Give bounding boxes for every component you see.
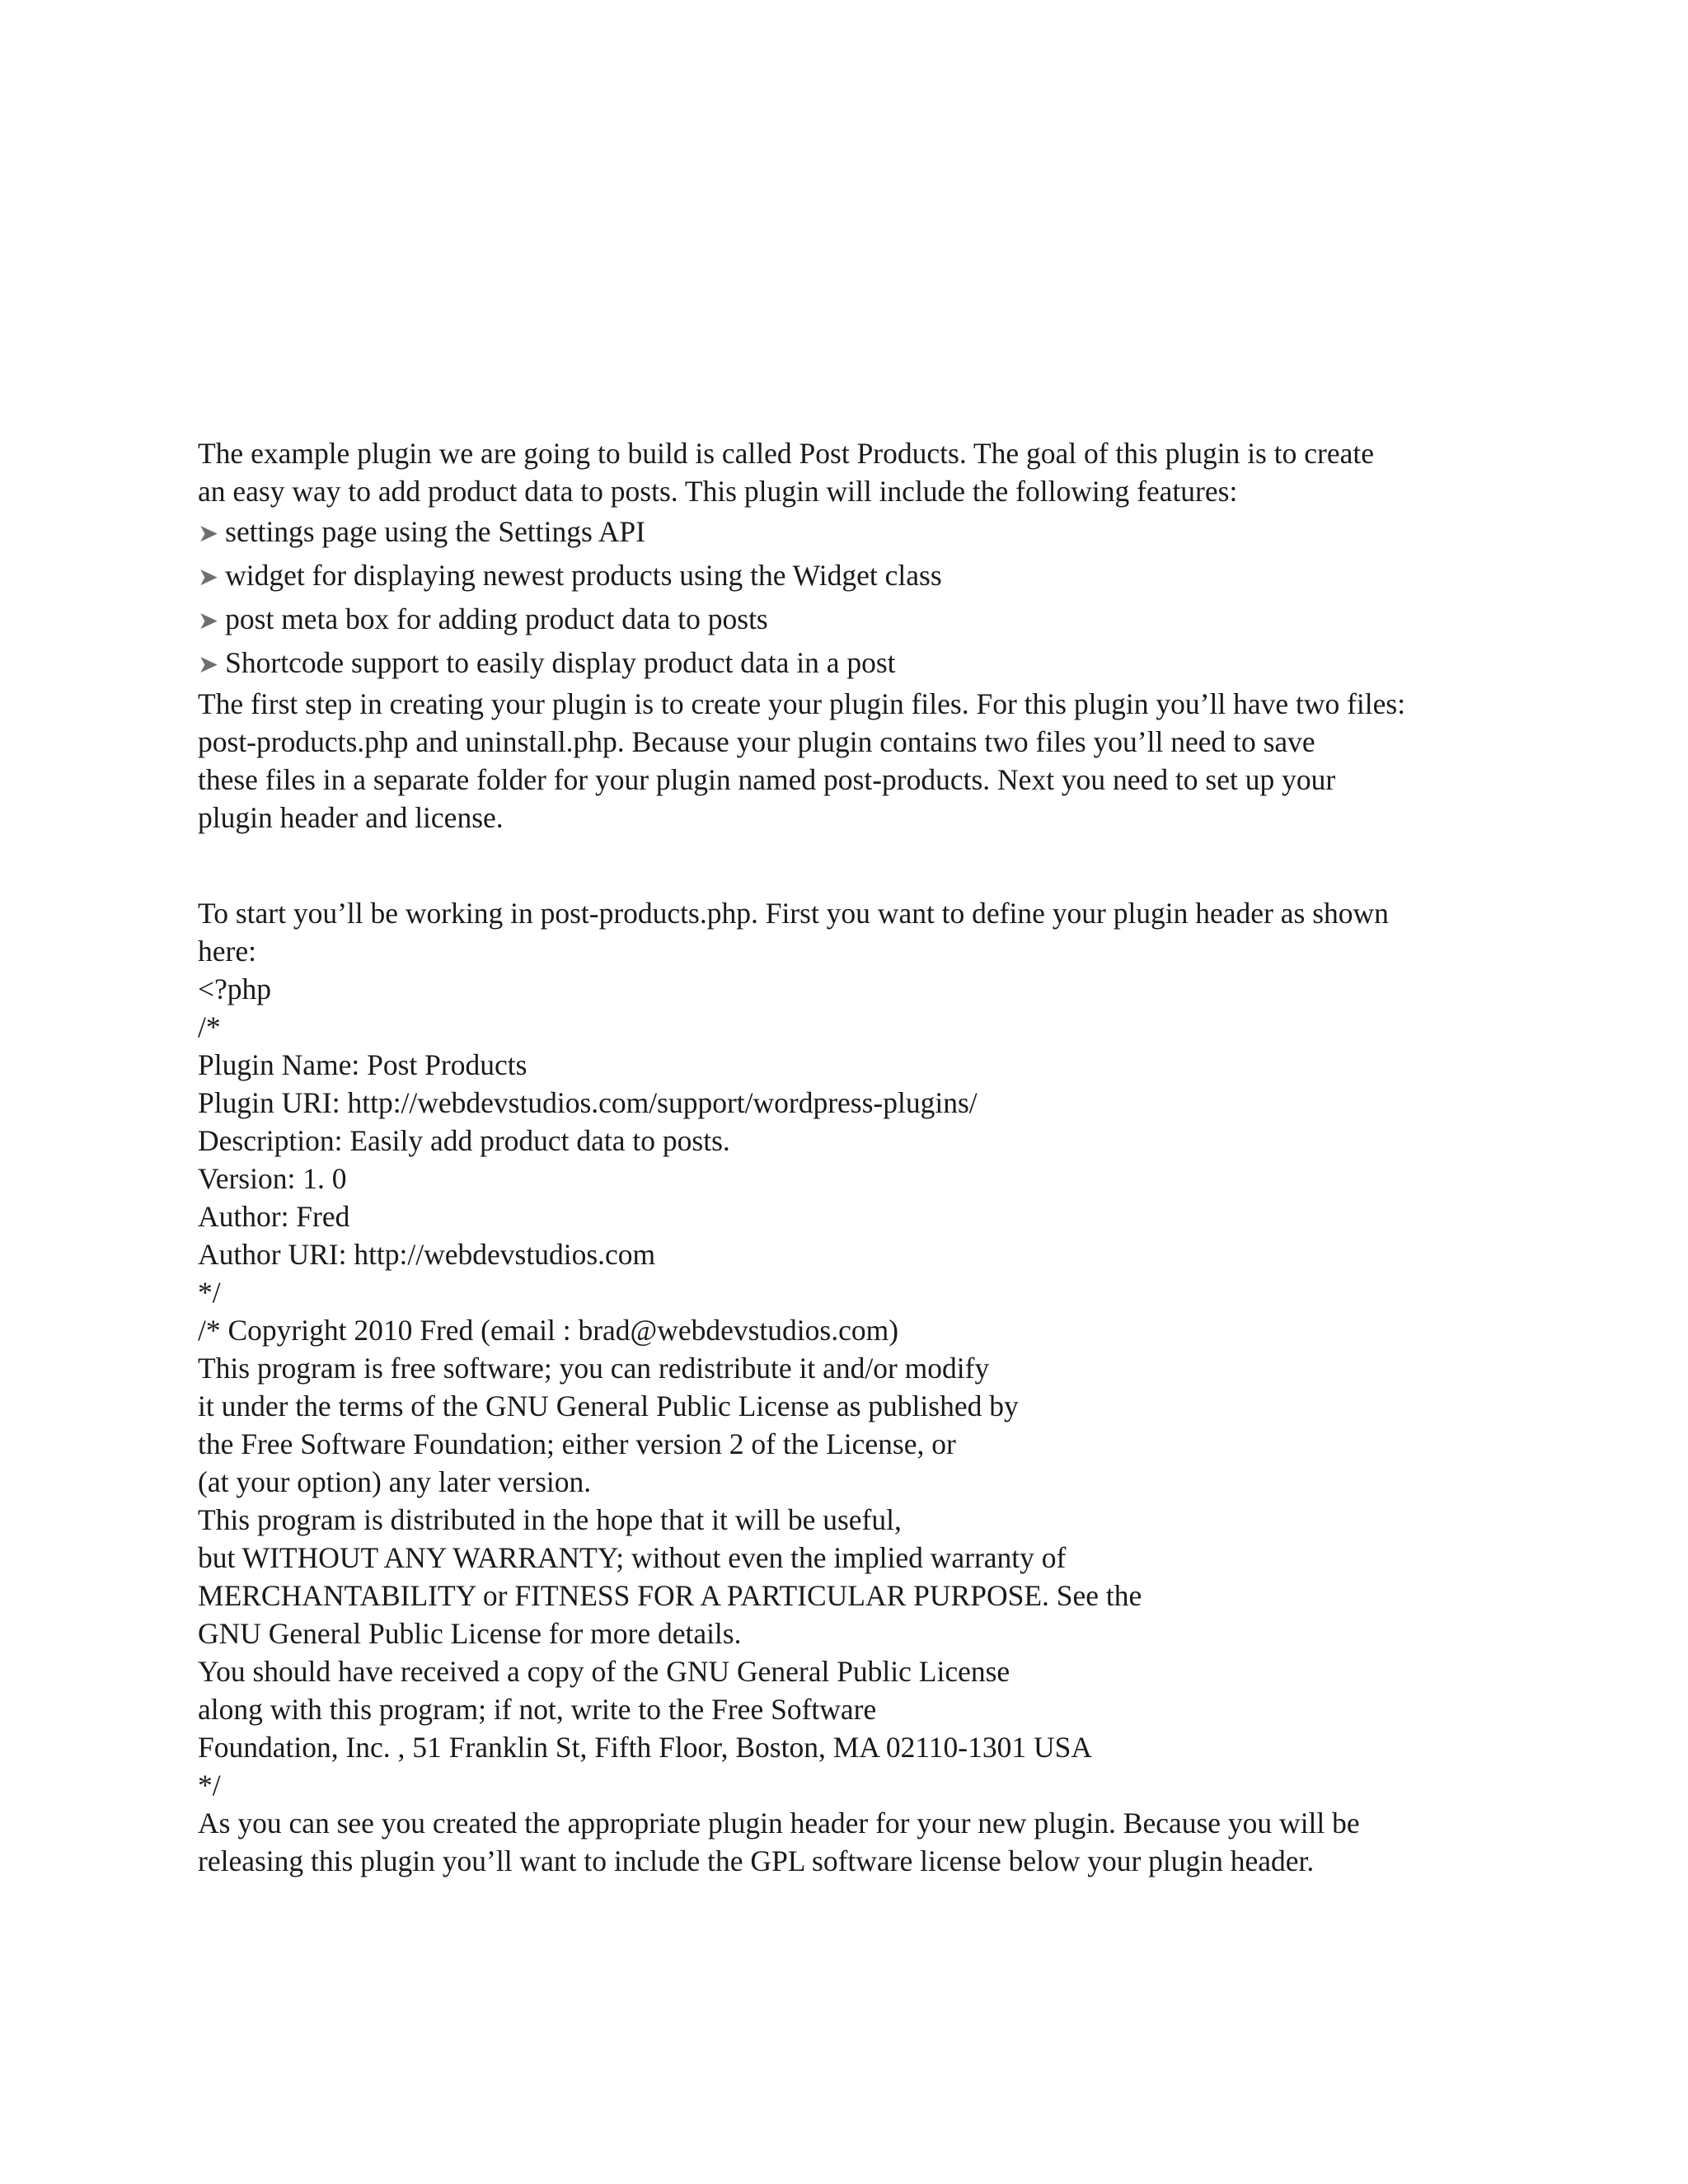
code-line: This program is free software; you can redistribute it and/or modify [198,1352,990,1385]
code-line: */ [198,1276,221,1309]
code-line: but WITHOUT ANY WARRANTY; without even the implied warranty of [198,1541,1067,1574]
code-line: This program is distributed in the hope that it will be useful, [198,1503,902,1536]
code-line: GNU General Public License for more details. [198,1617,742,1650]
code-line: the Free Software Foundation; either version 2 of the License, or [198,1427,956,1460]
list-item-label: settings page using the Settings API [225,515,645,548]
list-item [198,510,1484,554]
code-line: MERCHANTABILITY or FITNESS FOR A PARTICULAR PURPOSE. See the [198,1579,1142,1612]
paragraph-spacer [198,837,1484,894]
code-line: */ [198,1769,221,1802]
code-line: Version: 1. 0 [198,1162,347,1195]
list-item [198,598,1484,641]
text-line: an easy way to add product data to posts. This plugin will include the following features: [198,475,1238,508]
text-line: post-products.php and uninstall.php. Because your plugin contains two files you’ll need to save [198,725,1315,758]
text-line: The first step in creating your plugin is to create your plugin files. For this plugin you’ll have two files: [198,687,1406,720]
code-line: <?php [198,972,272,1005]
text-line: The example plugin we are going to build is called Post Products. The goal of this plugin is to create [198,437,1374,470]
code-line: Plugin Name: Post Products [198,1048,528,1081]
arrow-bullet-icon: ➤ [198,519,219,548]
text-line: these files in a separate folder for your plugin named post-products. Next you need to set up your [198,763,1336,796]
list-item [198,554,1484,598]
document-body [198,434,1484,1880]
code-line: it under the terms of the GNU General Public License as published by [198,1390,1019,1422]
code-line: You should have received a copy of the GNU General Public License [198,1655,1010,1688]
text-line: To start you’ll be working in post-products.php. First you want to define your plugin header as shown [198,897,1389,930]
list-item-label: widget for displaying newest products using the Widget class [225,559,942,592]
list-item-label: post meta box for adding product data to posts [225,602,768,635]
start-paragraph [198,894,1484,970]
code-line: along with this program; if not, write to the Free Software [198,1693,877,1726]
arrow-bullet-icon: ➤ [198,650,219,679]
code-line: Author URI: http://webdevstudios.com [198,1238,656,1271]
code-line: /* Copyright 2010 Fred (email : brad@webdevstudios.com) [198,1314,899,1347]
step-one-paragraph [198,685,1484,837]
text-line: plugin header and license. [198,801,504,834]
text-line: As you can see you created the appropriate plugin header for your new plugin. Because you will be [198,1807,1360,1840]
code-line: Foundation, Inc. , 51 Franklin St, Fifth Floor, Boston, MA 02110-1301 USA [198,1731,1093,1764]
code-line: Description: Easily add product data to posts. [198,1124,730,1157]
text-line: releasing this plugin you’ll want to include the GPL software license below your plugin header. [198,1844,1315,1877]
list-item [198,641,1484,685]
intro-paragraph [198,434,1484,510]
code-line: Author: Fred [198,1200,350,1233]
text-line: here: [198,935,256,968]
feature-list [198,510,1484,685]
code-line: /* [198,1010,221,1043]
plugin-header-code [198,970,1484,1804]
list-item-label: Shortcode support to easily display product data in a post [225,646,896,679]
code-line: (at your option) any later version. [198,1465,592,1498]
closing-paragraph [198,1804,1484,1880]
arrow-bullet-icon: ➤ [198,607,219,635]
arrow-bullet-icon: ➤ [198,563,219,592]
code-line: Plugin URI: http://webdevstudios.com/support/wordpress-plugins/ [198,1086,978,1119]
